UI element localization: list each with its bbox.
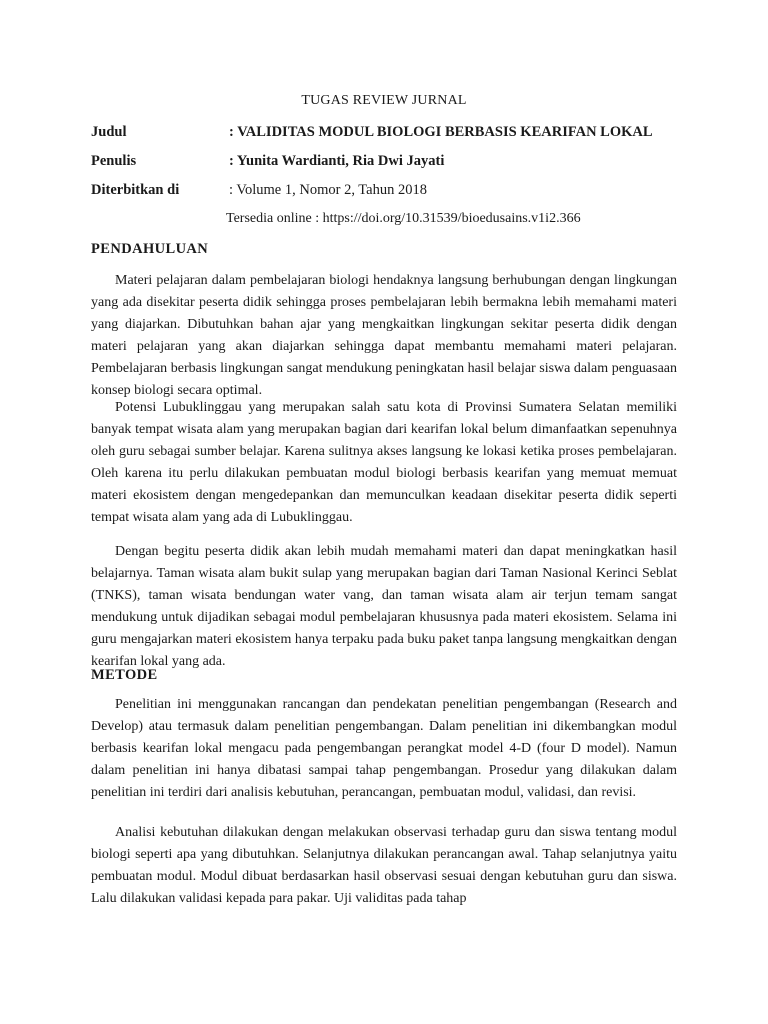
pendahuluan-paragraph-2: Potensi Lubuklinggau yang merupakan salah satu kota di Provinsi Sumatera Selatan memiliki banyak tempat wisata alam yang merupakan bagian dari kearifan lokal belum dimanfaatkan sepenuhnya oleh guru sebagai sumber belajar. Karena sulitnya akses langsung ke lokasi ketika proses pembelajaran. Oleh karena itu perlu dilakukan pembuatan modul biologi berbasis kearifan yang memuat memuat materi ekosistem dengan mengedepankan dan memunculkan keadaan disekitar peserta didik seperti tempat wisata alam yang ada di Lubuklinggau.: [91, 400, 677, 525]
heading-pendahuluan: PENDAHULUAN: [91, 241, 209, 257]
metode-paragraph-1: Penelitian ini menggunakan rancangan dan pendekatan penelitian pengembangan (Research and Develop) atau termasuk dalam penelitian pengembangan. Dalam penelitian ini dikembangkan modul berbasis kearifan lokal mengacu pada pengembangan perangkat model 4-D (four D model). Namun dalam penelitian ini hanya dibatasi sampai tahap pengembangan. Prosedur yang dilakukan dalam penelitian ini terdiri dari analisis kebutuhan, perancangan, pembuatan modul, validasi, dan revisi.: [91, 697, 677, 800]
terbit-label: Diterbitkan di: [91, 182, 180, 198]
judul-value: : VALIDITAS MODUL BIOLOGI BERBASIS KEARIFAN LOKAL: [229, 124, 653, 140]
document-title: TUGAS REVIEW JURNAL: [301, 93, 467, 108]
judul-label: Judul: [91, 124, 127, 140]
heading-metode: METODE: [91, 667, 158, 683]
pendahuluan-paragraph-3: Dengan begitu peserta didik akan lebih mudah memahami materi dan dapat meningkatkan hasil belajarnya. Taman wisata alam bukit sulap yang merupakan bagian dari Taman Nasional Kerinci Seblat (TNKS), taman wisata bendungan water vang, dan taman wisata alam air terjun temam sangat mendukung untuk dijadikan sebagai modul pembelajaran khususnya pada materi ekosistem. Selama ini guru mengajarkan materi ekosistem hanya terpaku pada buku paket tanpa langsung mengkaitkan dengan kearifan lokal yang ada.: [91, 544, 677, 669]
pendahuluan-paragraph-1: Materi pelajaran dalam pembelajaran biologi hendaknya langsung berhubungan dengan lingkungan yang ada disekitar peserta didik sehingga proses pembelajaran lebih bermakna lebih memahami materi yang diajarkan. Dibutuhkan bahan ajar yang mengkaitkan lingkungan sekitar peserta didik dengan materi pelajaran yang akan diajarkan sehingga dapat membantu memahami materi pelajaran. Pembelajaran berbasis lingkungan sangat mendukung peningkatan hasil belajar siswa dalam penguasaan konsep biologi secara optimal.: [91, 273, 677, 398]
metode-paragraph-2: Analisi kebutuhan dilakukan dengan melakukan observasi terhadap guru dan siswa tentang modul biologi seperti apa yang dibutuhkan. Selanjutnya dilakukan perancangan awal. Tahap selanjutnya yaitu pembuatan modul. Modul dibuat berdasarkan hasil observasi sesuai dengan kebutuhan guru dan siswa. Lalu dilakukan validasi kepada para pakar. Uji validitas pada tahap: [91, 825, 677, 906]
terbit-value: : Volume 1, Nomor 2, Tahun 2018: [229, 182, 427, 198]
penulis-value: : Yunita Wardianti, Ria Dwi Jayati: [229, 153, 445, 169]
online-doi-line: Tersedia online : https://doi.org/10.31539/bioedusains.v1i2.366: [226, 211, 581, 226]
penulis-label: Penulis: [91, 153, 137, 169]
